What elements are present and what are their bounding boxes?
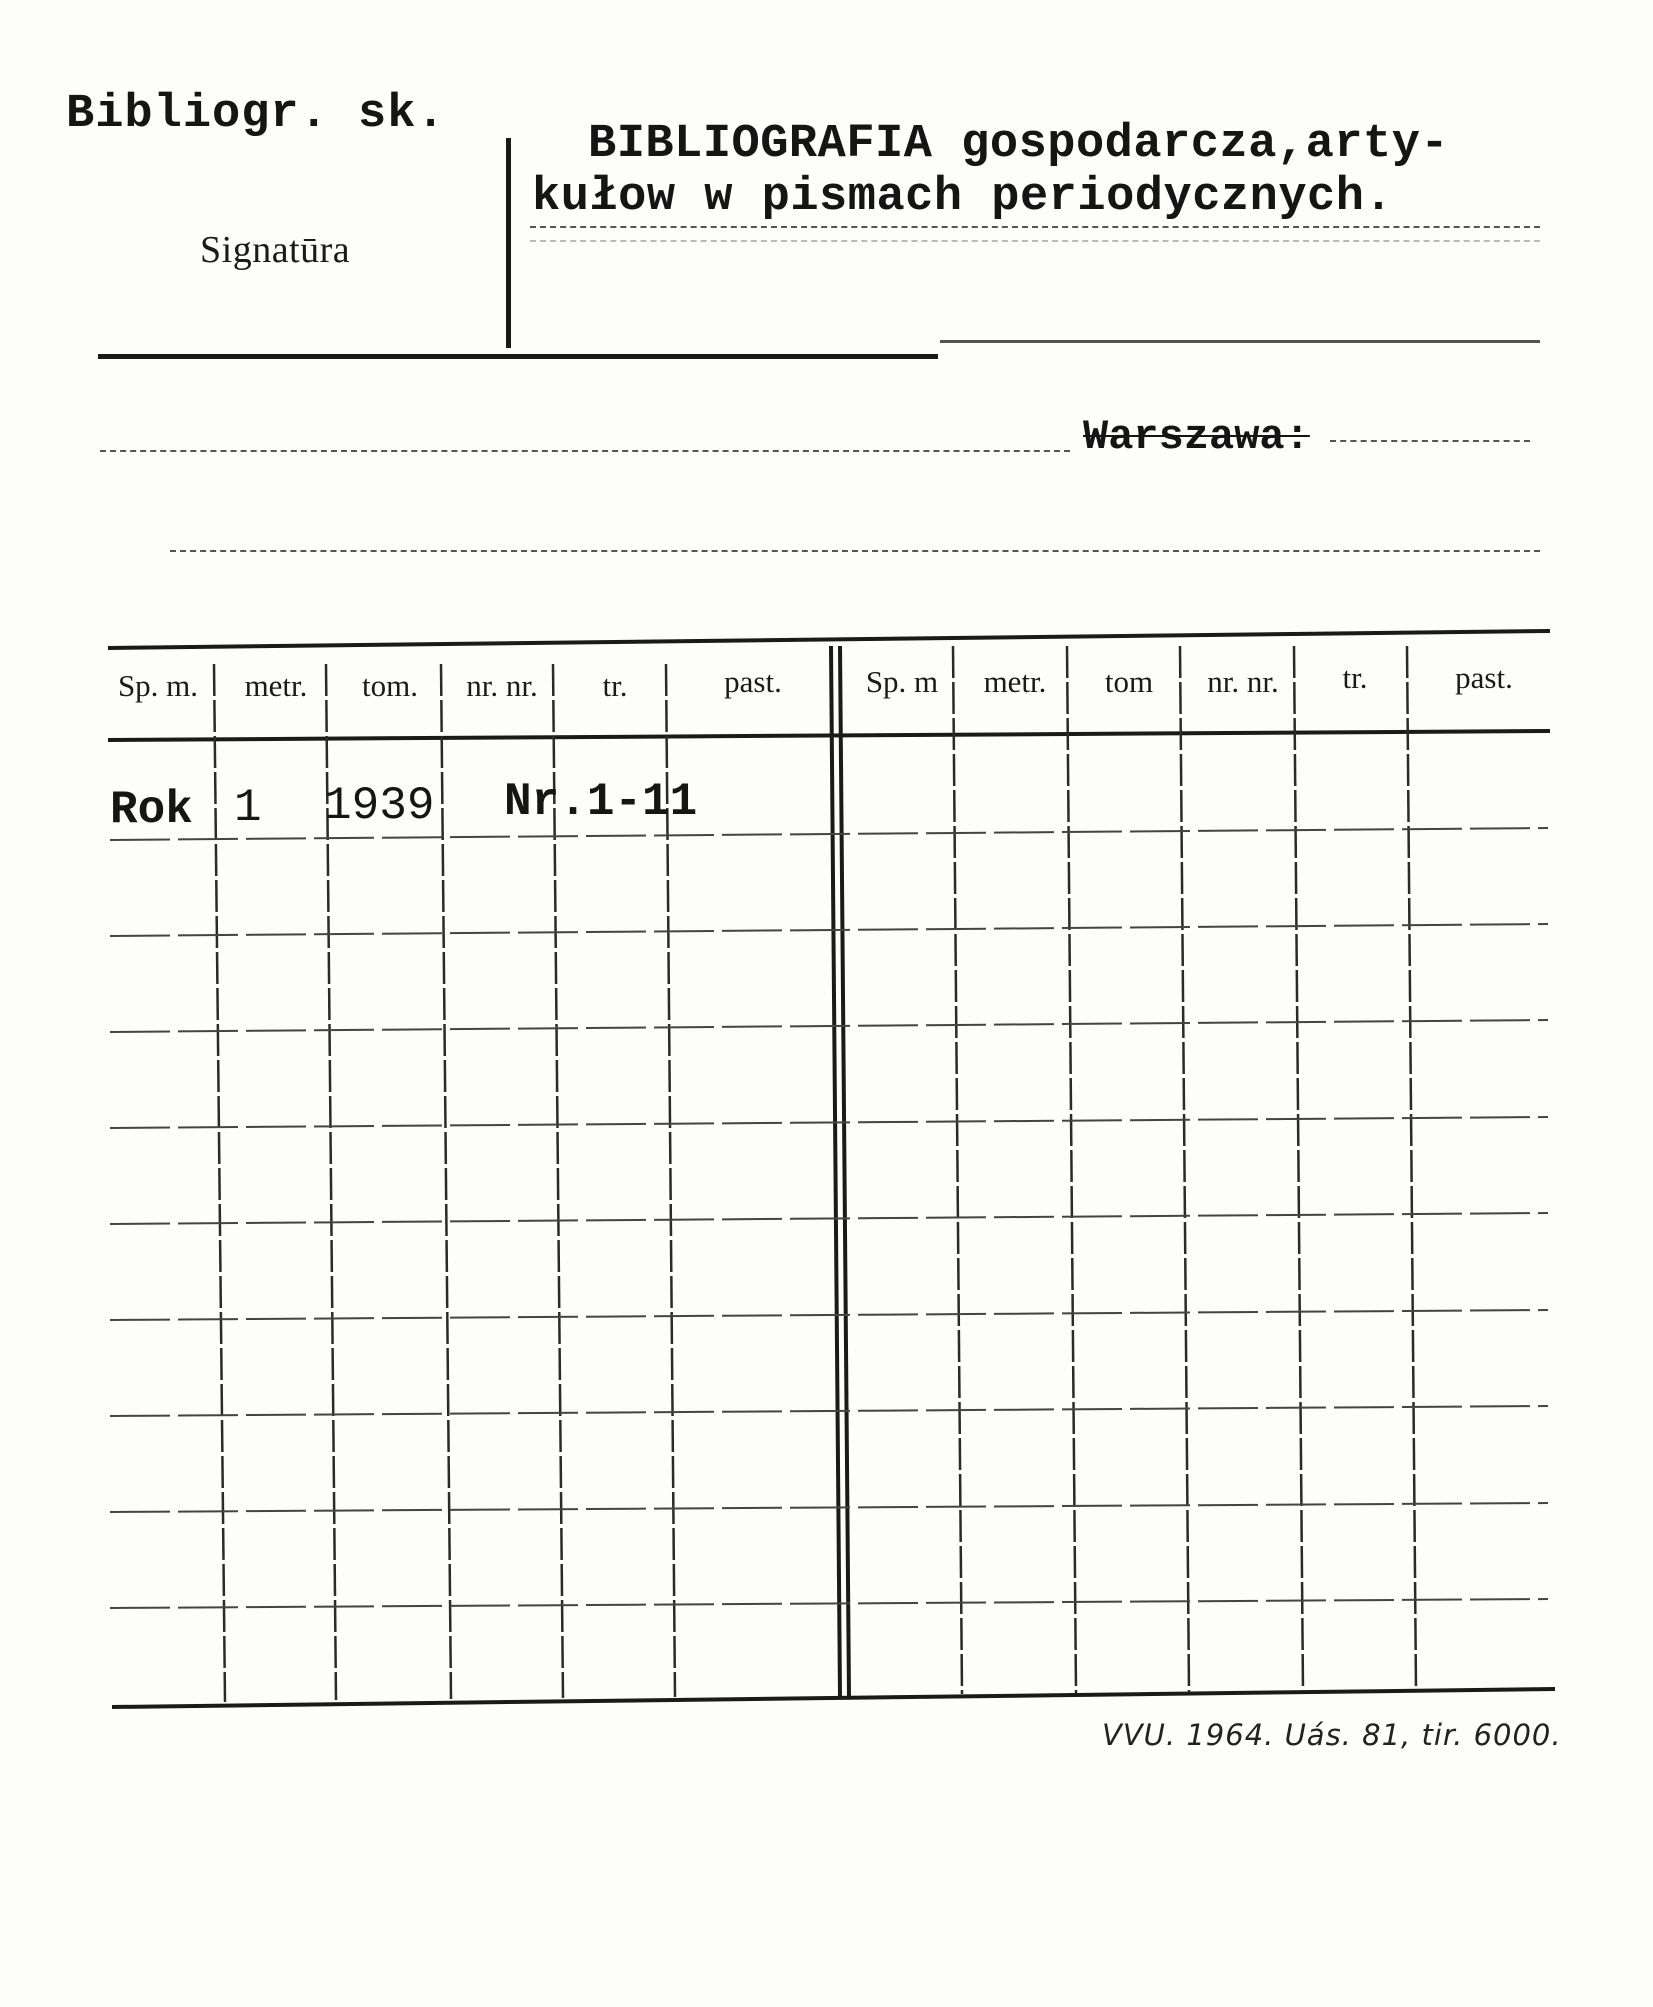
col-sep-right-4 xyxy=(1294,646,1303,1691)
place-text: Warszawa: xyxy=(1083,413,1310,461)
header-tom-right: tom xyxy=(1104,664,1154,699)
header-past-left: past. xyxy=(724,664,782,699)
row-line-4 xyxy=(110,1117,1548,1128)
col-sep-right-2 xyxy=(1067,646,1076,1693)
row1-nr: Nr.1-11 xyxy=(504,776,698,828)
grid-header-bottom-rule xyxy=(108,731,1550,740)
grid-center-rule-b xyxy=(840,646,849,1697)
title-line-2: kułow w pismach periodycznych. xyxy=(532,171,1394,224)
header-tr-right: tr. xyxy=(1342,660,1368,695)
row-line-2 xyxy=(110,924,1548,936)
col-sep-left-1 xyxy=(214,664,225,1702)
header-tr-left: tr. xyxy=(602,668,628,703)
row1-metr: 1 xyxy=(234,782,262,834)
header-nr-nr-right: nr. nr. xyxy=(1207,664,1279,699)
row-line-9 xyxy=(110,1599,1548,1608)
title-line-1: BIBLIOGRAFIA gospodarcza,arty- xyxy=(588,118,1450,171)
header-past-right: past. xyxy=(1455,660,1513,695)
header-nr-nr-left: nr. nr. xyxy=(466,668,538,703)
row-line-7 xyxy=(110,1406,1548,1416)
header-sp-m-left: Sp. m. xyxy=(117,668,199,703)
row-line-5 xyxy=(110,1213,1548,1224)
row-line-6 xyxy=(110,1310,1548,1320)
header-metr-left: metr. xyxy=(244,668,308,703)
row1-tom: 1939 xyxy=(324,780,435,832)
shelf-mark: Bibliogr. sk. xyxy=(66,88,446,141)
print-run-note: VVU. 1964. Uás. 81, tir. 6000. xyxy=(1102,1718,1562,1752)
col-sep-left-3 xyxy=(441,664,451,1699)
header-metr-right: metr. xyxy=(983,664,1047,699)
grid-top-rule xyxy=(108,631,1550,648)
grid-center-rule-a xyxy=(831,646,840,1697)
col-sep-right-1 xyxy=(953,646,962,1694)
row-line-8 xyxy=(110,1503,1548,1512)
header-sp-m-right: Sp. m xyxy=(865,664,939,699)
grid-bottom-rule xyxy=(112,1689,1555,1707)
col-sep-right-5 xyxy=(1407,646,1416,1690)
header-tom-left: tom. xyxy=(362,668,418,703)
col-sep-right-3 xyxy=(1180,646,1189,1692)
row-line-3 xyxy=(110,1020,1548,1032)
signature-label: Signatūra xyxy=(200,229,351,271)
row1-year-label: Rok xyxy=(110,784,193,836)
